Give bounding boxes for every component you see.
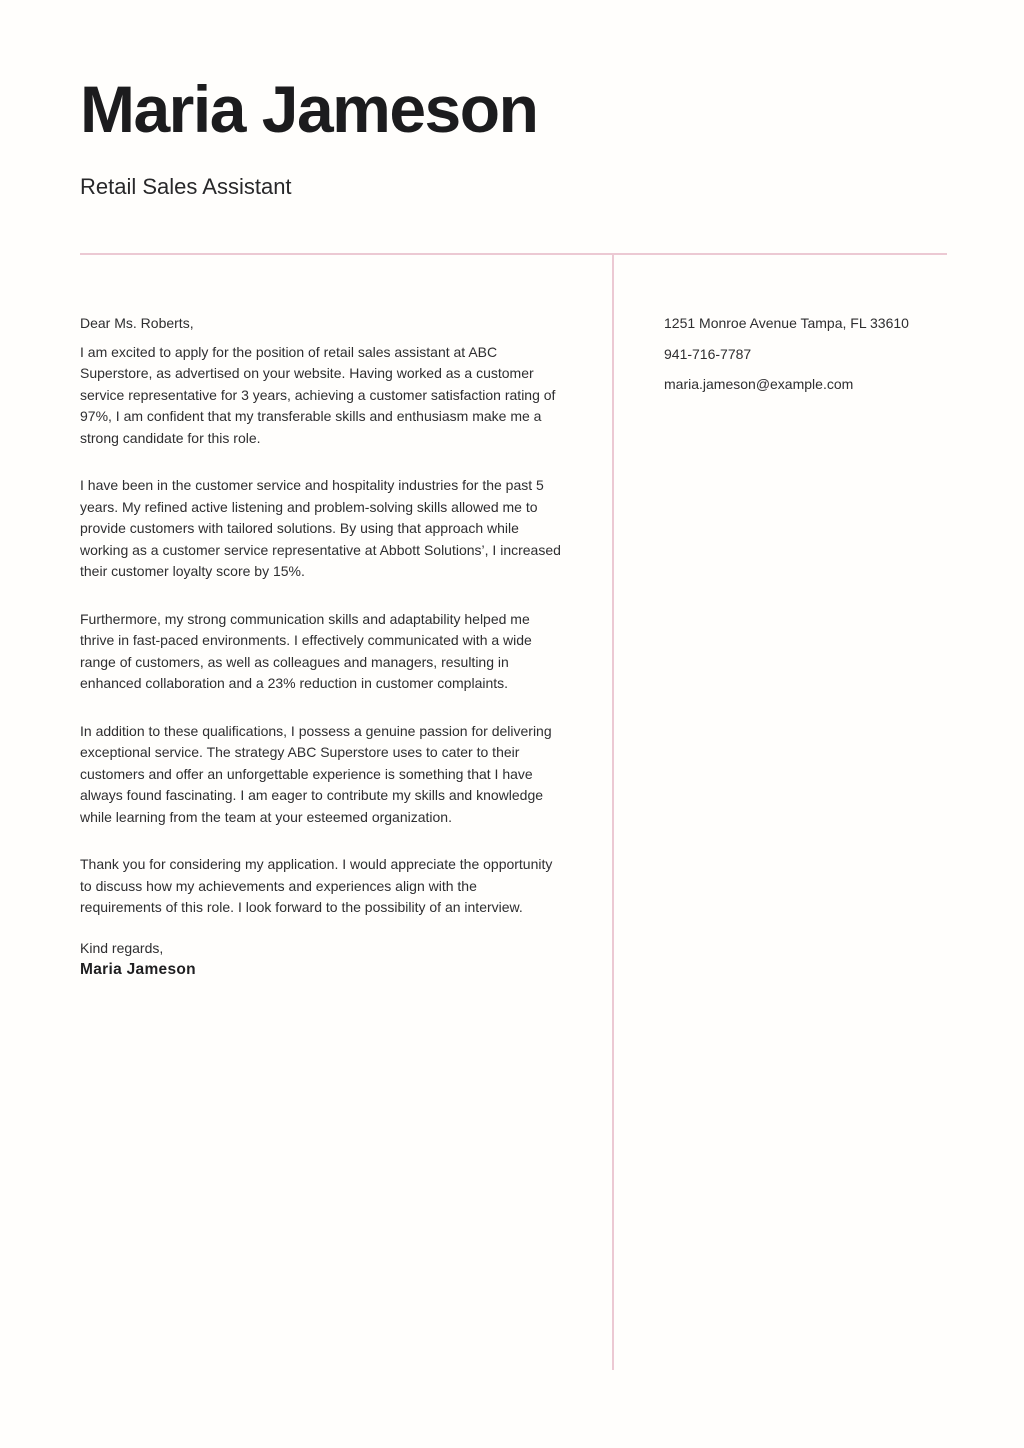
letter-paragraph: Thank you for considering my application. I would appreciate the opportunity to discuss how my achievements and experiences align with the requirements of this role. I look forward to the possibility of an interview. (80, 856, 553, 916)
contact-info-column (664, 313, 909, 1007)
vertical-divider (612, 253, 614, 1370)
letter-paragraph: Furthermore, my strong communication skills and adaptability helped me thrive in fast-paced environments. I effectively communicated with a wide range of customers, as well as colleagues and managers, resulting in enhanced collaboration and a 23% reduction in customer complaints. (80, 610, 532, 692)
letter-body-columns (0, 313, 1024, 1007)
letter-closing: Kind regards, (80, 939, 164, 956)
signature-name: Maria Jameson (80, 961, 196, 979)
job-title-subtitle: Retail Sales Assistant (80, 174, 292, 199)
horizontal-divider (80, 253, 947, 255)
person-name-title: Maria Jameson (80, 72, 538, 146)
contact-address: 1251 Monroe Avenue Tampa, FL 33610 (664, 315, 909, 332)
letter-greeting: Dear Ms. Roberts, (80, 315, 194, 332)
contact-phone: 941-716-7787 (664, 345, 752, 362)
letter-text-column (80, 313, 562, 1007)
letter-paragraph: In addition to these qualifications, I possess a genuine passion for delivering exceptional service. The strategy ABC Superstore uses to cater to their customers and offer an unforgettable experience is something that I have always found fascinating. I am eager to contribute my skills and knowledge while learning from the team at your esteemed organization. (80, 722, 552, 825)
letter-header (0, 0, 1024, 255)
letter-paragraph: I have been in the customer service and hospitality industries for the past 5 years. My refined active listening and problem-solving skills allowed me to provide customers with tailored solutions. By using that approach while working as a customer service representative at Abbott Solutions’, I increased their customer loyalty score by 15%. (80, 477, 561, 580)
contact-email: maria.jameson@example.com (664, 376, 854, 393)
letter-paragraph: I am excited to apply for the position of retail sales assistant at ABC Superstore, as advertised on your website. Having worked as a customer service representative for 3 years, achieving a customer satisfaction rating of 97%, I am confident that my transferable skills and enthusiasm make me a strong candidate for this role. (80, 343, 556, 446)
